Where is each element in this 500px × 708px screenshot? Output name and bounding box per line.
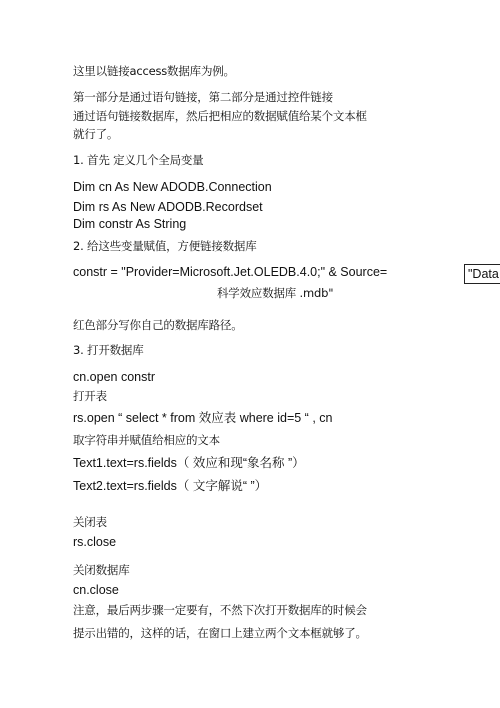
step-3-heading: 3. 打开数据库 bbox=[73, 343, 144, 357]
label-assign-text: 取字符串并赋值给相应的文本 bbox=[73, 433, 220, 447]
code-line-dim-constr: Dim constr As String bbox=[73, 217, 187, 231]
para-line-1: 第一部分是通过语句链接，第二部分是通过控件链接 bbox=[73, 90, 333, 104]
note-line-1: 注意，最后两步骤一定要有，不然下次打开数据库的时候会 bbox=[73, 603, 367, 617]
note-red-part: 红色部分写你自己的数据库路径。 bbox=[73, 318, 243, 332]
para-line-3: 就行了。 bbox=[73, 127, 119, 141]
code-line-rs-close: rs.close bbox=[73, 535, 117, 549]
note-line-2: 提示出错的，这样的话，在窗口上建立两个文本框就够了。 bbox=[73, 626, 367, 640]
code-line-constr: constr = "Provider=Microsoft.Jet.OLEDB.4.0;" & Source= bbox=[73, 265, 388, 279]
code-line-dim-rs: Dim rs As New ADODB.Recordset bbox=[73, 200, 263, 214]
code-line-text2: Text2.text=rs.fields（ 文字解说“ ”） bbox=[73, 479, 268, 493]
code-line-text1: Text1.text=rs.fields（ 效应和现“象名称 ”） bbox=[73, 456, 305, 470]
data-source-text-box: "Data bbox=[464, 264, 500, 284]
step-1-heading: 1. 首先 定义几个全局变量 bbox=[73, 153, 204, 167]
para-line-2: 通过语句链接数据库，然后把相应的数据赋值给某个文本框 bbox=[73, 109, 367, 123]
code-line-rs-open: rs.open “ select * from 效应表 where id=5 “ , cn bbox=[73, 411, 333, 425]
step-2-heading: 2. 给这些变量赋值，方便链接数据库 bbox=[73, 239, 257, 253]
code-line-cn-open: cn.open constr bbox=[73, 370, 155, 384]
label-open-table: 打开表 bbox=[73, 389, 107, 403]
code-line-mdb-path: 科学效应数据库 .mdb" bbox=[217, 286, 334, 300]
label-close-database: 关闭数据库 bbox=[73, 563, 130, 577]
code-line-cn-close: cn.close bbox=[73, 583, 119, 597]
code-line-dim-cn: Dim cn As New ADODB.Connection bbox=[73, 180, 272, 194]
intro-line: 这里以链接access数据库为例。 bbox=[73, 64, 235, 78]
label-close-table: 关闭表 bbox=[73, 515, 107, 529]
